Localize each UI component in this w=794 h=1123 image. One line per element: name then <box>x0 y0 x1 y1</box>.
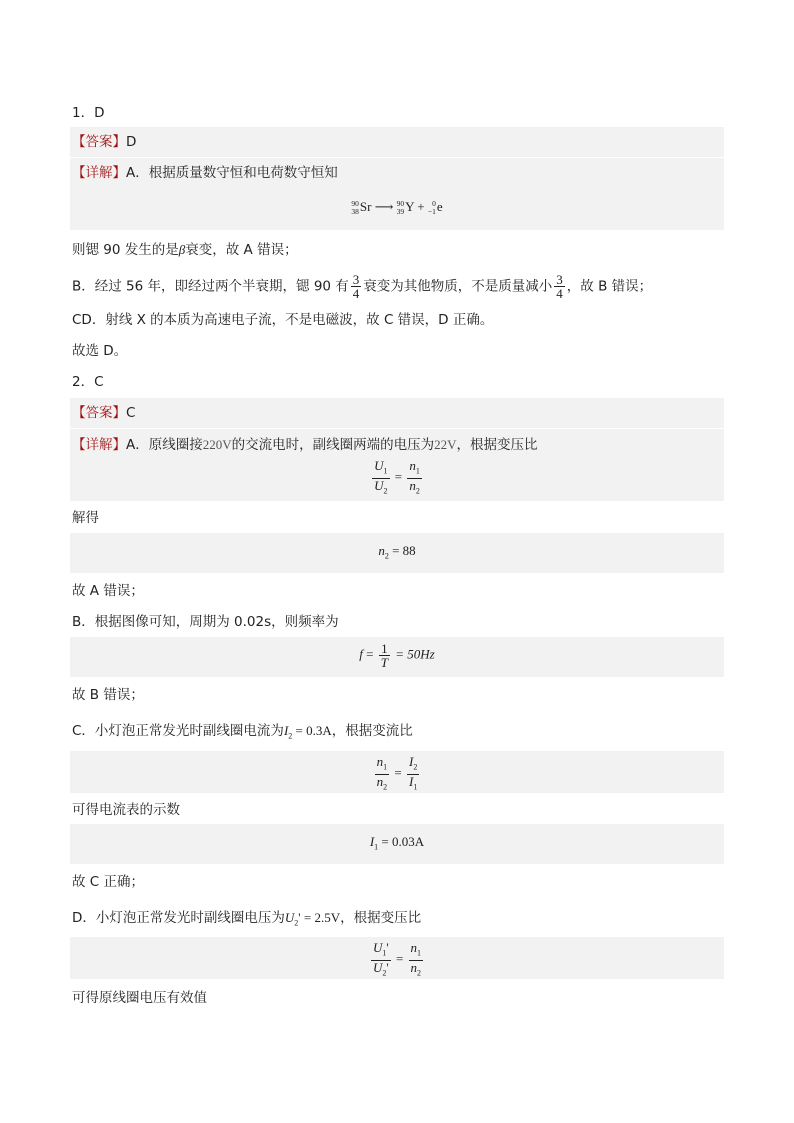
n2-value: = 88 <box>392 543 416 558</box>
b-post: ，故 B 错误； <box>566 278 653 295</box>
d-ratio-u2: U <box>372 959 383 975</box>
q2-22v: 22V <box>434 437 457 452</box>
b-mid: 衰变为其他物质，不是质量减小 <box>363 278 553 295</box>
cr-i1: I <box>409 773 414 789</box>
q2-d-ratio <box>0 941 794 979</box>
answer-tag-2: 【答案】 <box>72 405 126 421</box>
q1-number: 1．D <box>72 105 105 121</box>
frac-num: 3 <box>352 272 360 287</box>
freq-num: 1 <box>381 641 388 656</box>
cr-n1: n <box>376 754 384 769</box>
d-u2-sub: 2 <box>294 918 299 928</box>
q1-detail-a: A．根据质量数守恒和电荷数守恒知 <box>126 165 338 181</box>
e-symbol: e <box>436 199 443 214</box>
q2-detail-line <box>72 435 538 455</box>
q1-b-line <box>72 273 652 300</box>
d-u2-val: ' = 2.5V <box>298 910 341 925</box>
detail-tag: 【详解】 <box>72 165 126 181</box>
i1-value: = 0.03A <box>381 834 425 849</box>
cr-n2: n <box>376 773 384 789</box>
u2-sub: 2 <box>383 486 388 496</box>
sr-charge: 38 <box>351 207 359 217</box>
d-ratio-u2-prime: ' <box>386 959 389 975</box>
d-ratio-eq: = <box>395 951 404 967</box>
c-pre: C．小灯泡正常发光时副线圈电流为 <box>72 723 284 739</box>
q2-voltage-ratio <box>0 459 794 497</box>
n1-sub: 1 <box>415 466 420 476</box>
fraction-3-4-second <box>554 273 565 300</box>
fraction-3-4 <box>351 273 362 300</box>
sr-mass: 90 <box>351 199 359 209</box>
q2-d-line <box>72 908 421 934</box>
d-u2: U <box>284 910 295 925</box>
detail-tag-2: 【详解】 <box>72 437 126 453</box>
c-post: ，根据变流比 <box>331 723 413 739</box>
q2-d-result-label: 可得原线圈电压有效值 <box>72 990 207 1006</box>
d-ratio-u1-sub: 1 <box>382 948 387 958</box>
q2-n2-equation <box>0 543 794 561</box>
q2-current-ratio <box>0 755 794 793</box>
y-charge: 39 <box>396 207 405 217</box>
i1-symbol: I <box>369 834 375 849</box>
cr-eq: = <box>394 765 402 781</box>
q2-c-result-label: 可得电流表的示数 <box>72 802 180 818</box>
q2-i1-equation <box>0 834 794 852</box>
frac-den: 4 <box>352 286 360 301</box>
beta-pre: 则锶 90 发生的是 <box>72 242 179 258</box>
y-mass: 90 <box>396 199 405 209</box>
beta-post: 衰变，故 A 错误； <box>185 242 298 258</box>
cr-n1-sub: 1 <box>383 762 388 772</box>
frac-num-2: 3 <box>556 272 563 287</box>
q2-c-right: 故 C 正确； <box>72 874 145 890</box>
u1-sub: 1 <box>383 466 388 476</box>
freq-den: T <box>380 655 388 670</box>
q1-choose-line: 故选 D。 <box>72 343 128 359</box>
q2-answer-line <box>72 403 135 423</box>
d-ratio-n1: n <box>410 940 418 955</box>
q1-detail-line <box>72 163 338 183</box>
cr-i2: I <box>409 754 414 769</box>
q2-a-post: ，根据变压比 <box>456 437 538 453</box>
answer-tag: 【答案】 <box>72 134 126 150</box>
q2-number: 2．C <box>72 374 104 390</box>
b-pre: B．经过 56 年，即经过两个半衰期，锶 90 有 <box>72 278 349 295</box>
q1-cd-line: CD．射线 X 的本质为高速电子流，不是电磁波，故 C 错误，D 正确。 <box>72 312 494 328</box>
d-post: ，根据变压比 <box>340 910 422 926</box>
q2-b-wrong: 故 B 错误； <box>72 687 144 703</box>
freq-eq: = <box>366 646 374 662</box>
f-symbol: f <box>359 646 363 662</box>
q2-answer-box <box>70 398 724 428</box>
i1-sub: 1 <box>374 842 379 852</box>
cr-i1-sub: 1 <box>413 782 418 792</box>
d-ratio-u2-sub: 2 <box>382 968 387 978</box>
q2-freq-equation <box>0 642 794 669</box>
q1-answer-box <box>70 127 724 157</box>
q2-c-line <box>72 721 413 747</box>
q2-a-pre: A．原线圈接 <box>126 437 203 453</box>
e-mass: 0 <box>432 199 436 209</box>
q2-b-line: B．根据图像可知，周期为 0.02s，则频率为 <box>72 614 339 630</box>
beta-symbol: β <box>178 242 186 257</box>
d-ratio-n2-sub: 2 <box>417 968 422 978</box>
q2-220v: 220V <box>202 437 232 452</box>
c-i2-val: = 0.3A <box>295 723 332 738</box>
n1: n <box>409 458 416 473</box>
n2: n <box>409 477 416 493</box>
q1-answer-line <box>72 132 136 152</box>
d-ratio-u1: U <box>372 940 383 955</box>
q2-a-wrong: 故 A 错误； <box>72 583 144 599</box>
d-ratio-n2: n <box>410 959 418 975</box>
q1-beta-line <box>72 240 298 260</box>
q1-decay-equation <box>0 199 794 216</box>
u1: U <box>374 458 384 473</box>
u2: U <box>374 477 384 493</box>
frac-den-2: 4 <box>556 286 563 301</box>
cr-i2-sub: 2 <box>413 762 418 772</box>
freq-value: = 50Hz <box>395 646 435 662</box>
arrow-icon: ⟶ <box>374 199 394 214</box>
e-charge: −1 <box>427 207 436 217</box>
sr-symbol: Sr <box>359 199 372 214</box>
c-i2: I <box>283 723 289 738</box>
n2-sub: 2 <box>415 486 420 496</box>
q2-answer-value: C <box>126 405 136 421</box>
q1-answer-value: D <box>126 134 137 150</box>
q2-a-mid: 的交流电时，副线圈两端的电压为 <box>231 437 435 453</box>
q2-solve-label: 解得 <box>72 510 99 526</box>
n2-result: n <box>378 543 385 558</box>
d-ratio-n1-sub: 1 <box>417 948 422 958</box>
d-pre: D．小灯泡正常发光时副线圈电压为 <box>72 910 285 926</box>
equals: = <box>394 469 403 485</box>
n2-result-sub: 2 <box>384 551 389 561</box>
cr-n2-sub: 2 <box>383 782 388 792</box>
d-ratio-u1-prime: ' <box>386 940 389 955</box>
c-i2-sub: 2 <box>288 731 293 741</box>
y-symbol: Y + <box>405 199 425 214</box>
